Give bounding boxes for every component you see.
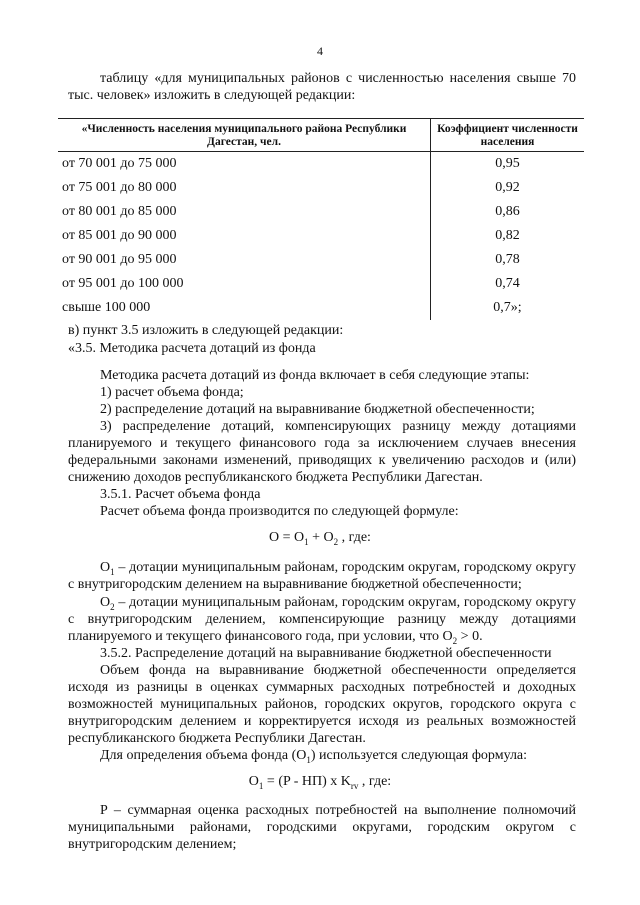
- intro-paragraph: таблицу «для муниципальных районов с численностью населения свыше 70 тыс. человек» изложить в следующей редакции:: [68, 71, 576, 103]
- step-1: 1) расчет объема фонда;: [100, 385, 244, 400]
- coefficient-value: 0,95: [495, 156, 520, 171]
- fund-volume-formula: $O = O_1 + O_2$ , где:: [269, 530, 371, 547]
- table-header-coefficient: Коэффициент численности населения: [431, 119, 585, 152]
- population-range: от 95 001 до 100 000: [58, 272, 431, 296]
- table-row: [58, 176, 584, 200]
- step-3: 3) распределение дотаций, компенсирующих разницу между дотациями планируемого и текущего финансового года за исключением случаев внесения федеральными законами изменений, приводящих к увеличению расходов и (или) снижению доходов республиканского бюджета Республики Дагестан.: [68, 419, 576, 485]
- table-row: [58, 296, 584, 320]
- coefficient-value: 0,92: [495, 180, 520, 195]
- page-number: 4: [317, 44, 323, 58]
- subsection-3-5-2: 3.5.2. Распределение дотаций на выравнивание бюджетной обеспеченности: [100, 646, 552, 661]
- table-row: [58, 248, 584, 272]
- o1-formula: $O_1 = (P - НП)$ x $K_{rv}$ , где:: [248, 774, 392, 791]
- population-range: от 75 001 до 80 000: [58, 176, 431, 200]
- coefficient-value: 0,74: [495, 276, 520, 291]
- population-range: от 70 001 до 75 000: [58, 152, 431, 177]
- population-coefficient-table: [58, 118, 584, 320]
- formula-intro: Расчет объема фонда производится по следующей формуле:: [100, 504, 459, 519]
- clause-v: в) пункт 3.5 изложить в следующей редакции:: [68, 323, 344, 338]
- step-2: 2) распределение дотаций на выравнивание бюджетной обеспеченности;: [100, 402, 535, 417]
- p-definition: P – суммарная оценка расходных потребностей на выполнение полномочий муниципальными районами, городскими округами, городским округом с внутригородским делением;: [68, 803, 576, 852]
- section-title: «3.5. Методика расчета дотаций из фонда: [68, 341, 316, 356]
- o1-formula-intro: Для определения объема фонда $(O_1)$ используется следующая формула:: [100, 748, 528, 765]
- coefficient-value: 0,7»;: [493, 300, 522, 315]
- table-row: [58, 200, 584, 224]
- coefficient-value: 0,82: [495, 228, 520, 243]
- method-intro: Методика расчета дотаций из фонда включает в себя следующие этапы:: [100, 368, 530, 383]
- table-header-population: «Численность населения муниципального района Республики Дагестан, чел.: [58, 119, 431, 152]
- population-range: от 90 001 до 95 000: [58, 248, 431, 272]
- table-row: [58, 152, 584, 177]
- coefficient-value: 0,86: [495, 204, 520, 219]
- population-range: свыше 100 000: [58, 296, 431, 320]
- o1-definition: $O_1$ – дотации муниципальным районам, городским округам, городскому округу с внутригородским делением на выравнивание бюджетной обеспеченности;: [68, 560, 576, 592]
- table-row: [58, 272, 584, 296]
- o2-definition: $O_2$ – дотации муниципальным районам, городским округам, городскому округу с внутригородским делением, компенсирующие разницу между дотациями планируемого и текущего финансового года, при условии, что $O_2 > 0$.: [68, 595, 576, 646]
- fund-volume-paragraph: Объем фонда на выравнивание бюджетной обеспеченности определяется исходя из разницы в оценках суммарных расходных потребностей и доходных возможностей муниципальных районов, городских округов, городского округа с внутригородским делением и корректируется исходя из реальных возможностей республиканского бюджета Республики Дагестан.: [68, 663, 576, 746]
- subsection-3-5-1: 3.5.1. Расчет объема фонда: [100, 487, 261, 502]
- table-row: [58, 224, 584, 248]
- coefficient-value: 0,78: [495, 252, 520, 267]
- population-range: от 85 001 до 90 000: [58, 224, 431, 248]
- population-range: от 80 001 до 85 000: [58, 200, 431, 224]
